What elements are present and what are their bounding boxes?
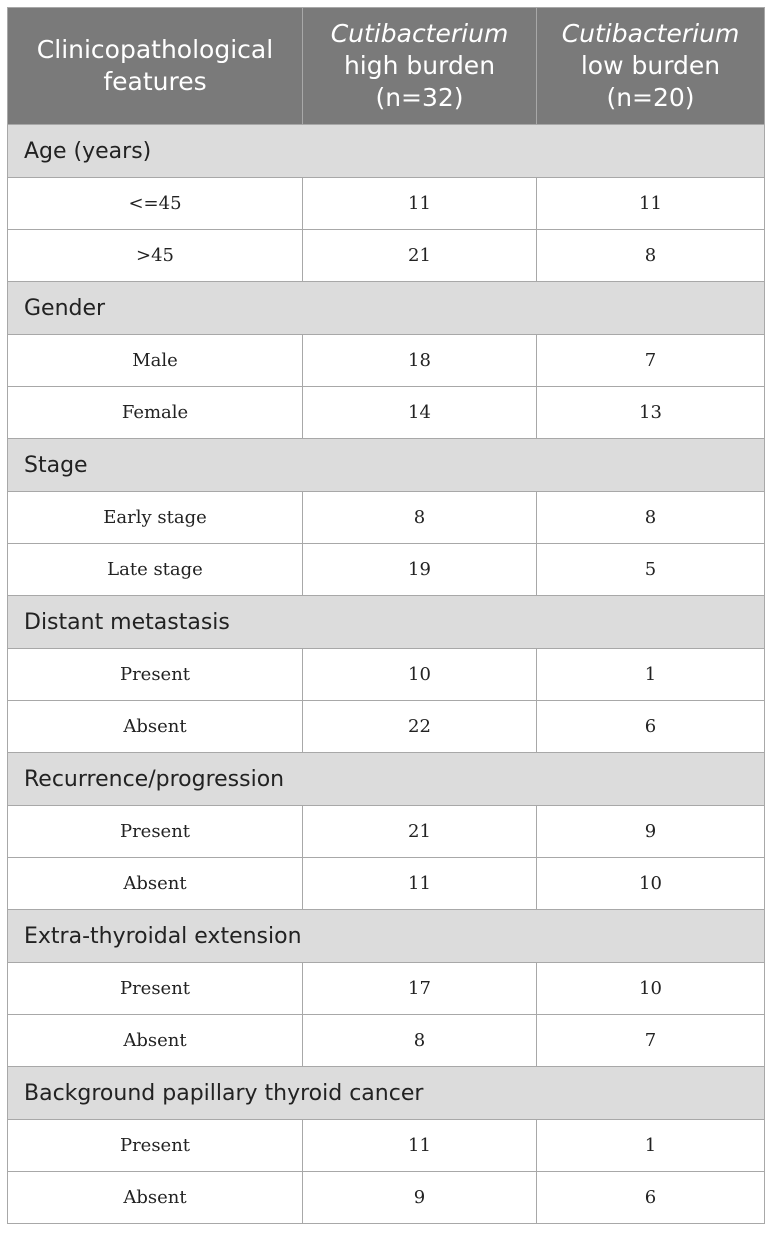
high-burden-value: 11 [303, 178, 537, 230]
low-burden-value: 1 [537, 1120, 765, 1172]
header-high-burden-label: high burden [343, 51, 496, 80]
header-low-burden-label: low burden [580, 51, 721, 80]
low-burden-value: 8 [537, 492, 765, 544]
table-row [8, 1015, 765, 1067]
section-row [8, 753, 765, 806]
section-title: Recurrence/progression [8, 753, 765, 806]
row-label: Absent [8, 1172, 303, 1224]
high-burden-value: 8 [303, 492, 537, 544]
row-label: >45 [8, 230, 303, 282]
low-burden-value: 9 [537, 806, 765, 858]
high-burden-value: 11 [303, 858, 537, 910]
table-row [8, 1120, 765, 1172]
header-high-burden-count: (n=32) [375, 83, 464, 112]
clinicopathological-table [7, 7, 765, 1224]
low-burden-value: 11 [537, 178, 765, 230]
low-burden-value: 7 [537, 335, 765, 387]
header-high-burden [303, 8, 537, 125]
header-features [8, 8, 303, 125]
low-burden-value: 10 [537, 963, 765, 1015]
header-low-burden-count: (n=20) [606, 83, 695, 112]
high-burden-value: 19 [303, 544, 537, 596]
section-title: Distant metastasis [8, 596, 765, 649]
high-burden-value: 8 [303, 1015, 537, 1067]
row-label: Present [8, 649, 303, 701]
clinicopathological-table-container [7, 7, 764, 1224]
low-burden-value: 13 [537, 387, 765, 439]
section-row [8, 596, 765, 649]
table-row [8, 806, 765, 858]
header-high-burden-organism: Cutibacterium [330, 19, 509, 48]
high-burden-value: 9 [303, 1172, 537, 1224]
table-row [8, 701, 765, 753]
low-burden-value: 8 [537, 230, 765, 282]
high-burden-value: 21 [303, 230, 537, 282]
header-features-line1: Clinicopathological [36, 35, 274, 64]
high-burden-value: 21 [303, 806, 537, 858]
row-label: Absent [8, 1015, 303, 1067]
row-label: Present [8, 806, 303, 858]
header-low-burden [537, 8, 765, 125]
low-burden-value: 6 [537, 1172, 765, 1224]
high-burden-value: 18 [303, 335, 537, 387]
low-burden-value: 10 [537, 858, 765, 910]
row-label: <=45 [8, 178, 303, 230]
section-row [8, 910, 765, 963]
table-row [8, 1172, 765, 1224]
section-title: Age (years) [8, 125, 765, 178]
table-header [8, 8, 765, 125]
row-label: Male [8, 335, 303, 387]
high-burden-value: 11 [303, 1120, 537, 1172]
low-burden-value: 6 [537, 701, 765, 753]
row-label: Absent [8, 701, 303, 753]
row-label: Early stage [8, 492, 303, 544]
table-row [8, 335, 765, 387]
low-burden-value: 5 [537, 544, 765, 596]
table-row [8, 963, 765, 1015]
high-burden-value: 17 [303, 963, 537, 1015]
section-row [8, 1067, 765, 1120]
row-label: Present [8, 1120, 303, 1172]
high-burden-value: 10 [303, 649, 537, 701]
section-title: Extra-thyroidal extension [8, 910, 765, 963]
header-features-line2: features [103, 67, 207, 96]
row-label: Absent [8, 858, 303, 910]
section-title: Background papillary thyroid cancer [8, 1067, 765, 1120]
high-burden-value: 22 [303, 701, 537, 753]
low-burden-value: 7 [537, 1015, 765, 1067]
table-row [8, 544, 765, 596]
section-row [8, 282, 765, 335]
table-row [8, 858, 765, 910]
header-low-burden-organism: Cutibacterium [561, 19, 740, 48]
section-row [8, 439, 765, 492]
row-label: Present [8, 963, 303, 1015]
table-row [8, 492, 765, 544]
high-burden-value: 14 [303, 387, 537, 439]
table-row [8, 230, 765, 282]
table-row [8, 178, 765, 230]
header-row [8, 8, 765, 125]
section-title: Stage [8, 439, 765, 492]
row-label: Late stage [8, 544, 303, 596]
table-row [8, 649, 765, 701]
low-burden-value: 1 [537, 649, 765, 701]
table-body [8, 125, 765, 1224]
section-title: Gender [8, 282, 765, 335]
row-label: Female [8, 387, 303, 439]
section-row [8, 125, 765, 178]
table-row [8, 387, 765, 439]
